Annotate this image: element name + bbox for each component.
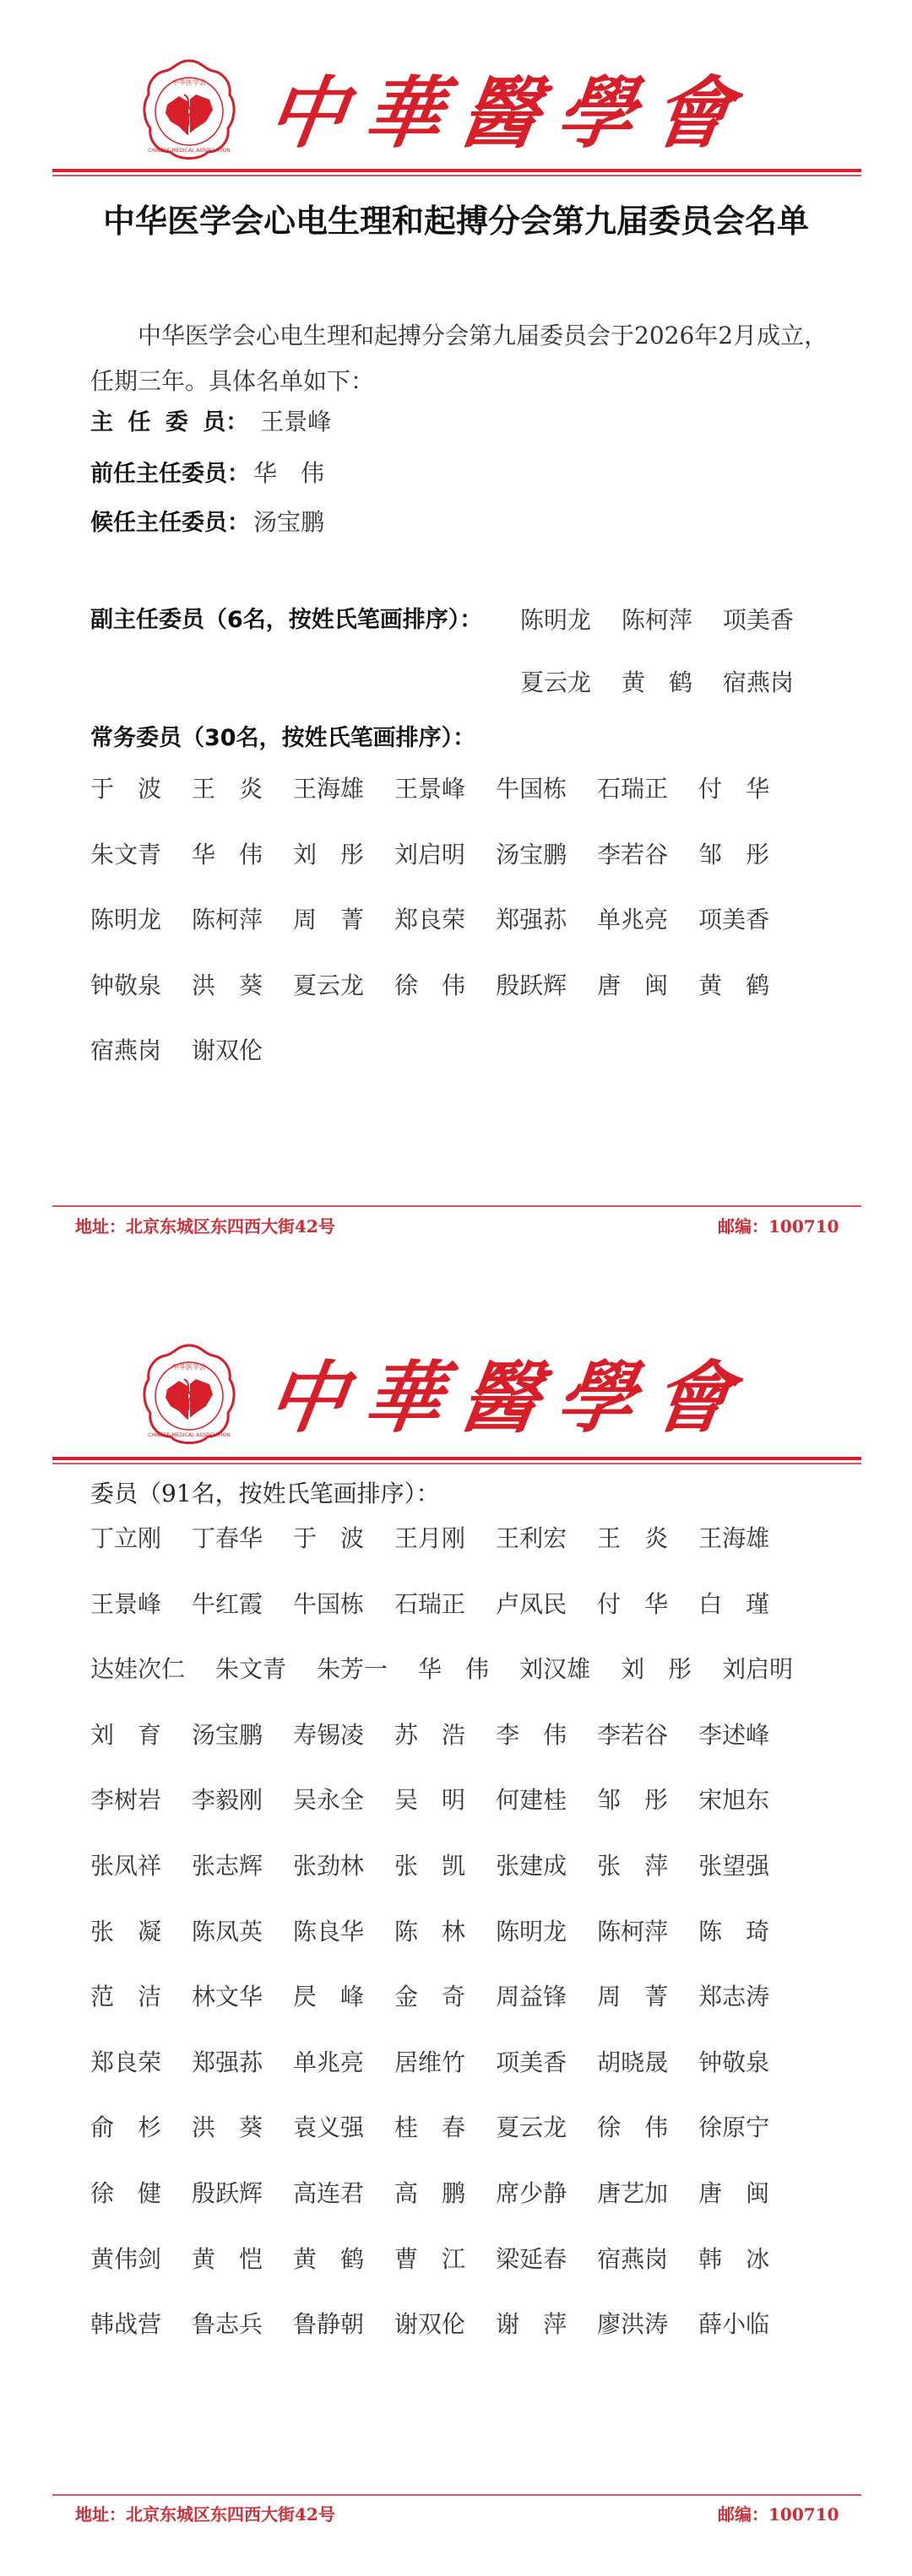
brand-calligraphy-logo: 中華醫學會 bbox=[262, 68, 757, 159]
member-name: 林文华 bbox=[192, 1983, 263, 2011]
member-name: 李述峰 bbox=[698, 1720, 770, 1749]
member-name: 胡晓晟 bbox=[597, 2048, 669, 2076]
vice-chairs-label: 副主任委员（6名，按姓氏笔画排序）： bbox=[90, 607, 483, 633]
member-name: 高 鹏 bbox=[394, 2178, 466, 2207]
member-name: 刘启明 bbox=[722, 1655, 794, 1684]
footer-divider bbox=[52, 1205, 861, 1207]
member-name: 袁义强 bbox=[293, 2113, 365, 2142]
member-name: 王景峰 bbox=[394, 775, 466, 803]
member-name: 张劲林 bbox=[293, 1851, 365, 1880]
member-name: 黄伟剑 bbox=[90, 2244, 162, 2273]
member-name: 周 菁 bbox=[293, 906, 365, 934]
member-name: 韩 冰 bbox=[698, 2244, 770, 2273]
member-name: 朱文青 bbox=[90, 840, 162, 869]
chair-elect-label: 候任主任委员： bbox=[90, 510, 250, 536]
member-name: 昃 峰 bbox=[293, 1983, 365, 2011]
member-name: 王海雄 bbox=[698, 1524, 770, 1552]
member-name: 付 华 bbox=[597, 1589, 669, 1618]
member-name: 汤宝鹏 bbox=[496, 840, 567, 869]
member-name: 朱文青 bbox=[215, 1655, 287, 1684]
vice-chairs-row-2 bbox=[520, 666, 794, 700]
member-name: 宋旭东 bbox=[698, 1786, 770, 1815]
member-name: 华 伟 bbox=[192, 840, 263, 869]
member-name: 何建桂 bbox=[496, 1786, 567, 1815]
member-name: 夏云龙 bbox=[293, 971, 365, 999]
member-name: 刘汉雄 bbox=[519, 1655, 591, 1684]
member-name: 白 瑾 bbox=[698, 1589, 770, 1618]
member-name: 唐 闽 bbox=[597, 971, 669, 999]
member-name: 吴永全 bbox=[293, 1786, 365, 1815]
member-name: 华 伟 bbox=[418, 1655, 490, 1684]
member-name: 汤宝鹏 bbox=[192, 1720, 263, 1749]
header-divider-thin bbox=[52, 175, 861, 176]
member-name: 徐 伟 bbox=[597, 2113, 669, 2142]
member-name: 邹 彤 bbox=[597, 1786, 669, 1815]
member-name: 吴 明 bbox=[394, 1786, 466, 1815]
member-name: 陈 林 bbox=[394, 1917, 466, 1946]
member-name: 宿燕岗 bbox=[597, 2244, 669, 2273]
svg-text:中华医学会: 中华医学会 bbox=[172, 1363, 206, 1371]
member-name: 陈 琦 bbox=[698, 1917, 770, 1946]
member-name: 丁春华 bbox=[192, 1524, 263, 1552]
vice-chair-name: 陈柯萍 bbox=[622, 606, 693, 634]
former-chair-label: 前任主任委员： bbox=[90, 461, 250, 487]
member-name: 徐 伟 bbox=[394, 971, 466, 999]
chair-elect-name: 汤宝鹏 bbox=[253, 508, 325, 536]
member-name: 谢 萍 bbox=[496, 2310, 567, 2339]
member-name: 钟敬泉 bbox=[698, 2048, 770, 2076]
member-name: 丁立刚 bbox=[90, 1524, 162, 1552]
member-name: 卢凤民 bbox=[496, 1589, 567, 1618]
standing-members-label: 常务委员（30名，按姓氏笔画排序）： bbox=[90, 725, 476, 751]
vice-chair-name: 宿燕岗 bbox=[723, 668, 795, 696]
member-name: 鲁静朝 bbox=[293, 2310, 365, 2339]
member-name: 韩战营 bbox=[90, 2310, 162, 2339]
member-name: 于 波 bbox=[293, 1524, 365, 1552]
member-name: 居维竹 bbox=[394, 2048, 466, 2076]
member-name: 郑志涛 bbox=[698, 1983, 770, 2011]
member-name: 李 伟 bbox=[496, 1720, 567, 1749]
chair-name: 王景峰 bbox=[260, 408, 332, 436]
footer-address: 地址：北京东城区东四西大街42号 bbox=[75, 1216, 335, 1237]
member-name: 殷跃辉 bbox=[192, 2178, 263, 2207]
vice-chair-name: 陈明龙 bbox=[520, 606, 592, 634]
member-name: 刘 彤 bbox=[293, 840, 365, 869]
member-name: 王月刚 bbox=[394, 1524, 466, 1552]
member-name: 牛红霞 bbox=[192, 1589, 263, 1618]
member-name: 王利宏 bbox=[496, 1524, 567, 1552]
member-name: 唐艺加 bbox=[597, 2178, 669, 2207]
member-name: 俞 杉 bbox=[90, 2113, 162, 2142]
cma-seal-logo-icon bbox=[142, 1342, 236, 1448]
member-name: 王海雄 bbox=[293, 775, 365, 803]
member-name: 谢双伦 bbox=[192, 1036, 263, 1065]
footer-postcode: 邮编：100710 bbox=[718, 2504, 839, 2525]
svg-text:CHINESE MEDICAL ASSOCIATION: CHINESE MEDICAL ASSOCIATION bbox=[148, 148, 231, 154]
svg-text:CHINESE MEDICAL ASSOCIATION: CHINESE MEDICAL ASSOCIATION bbox=[148, 1432, 231, 1438]
member-name: 洪 葵 bbox=[192, 2113, 263, 2142]
member-name: 廖洪涛 bbox=[597, 2310, 669, 2339]
member-name: 李树岩 bbox=[90, 1786, 162, 1815]
vice-chair-name: 黄 鹤 bbox=[622, 668, 693, 696]
footer-address: 地址：北京东城区东四西大街42号 bbox=[75, 2504, 335, 2525]
member-name: 高连君 bbox=[293, 2178, 365, 2207]
member-name: 张 萍 bbox=[597, 1851, 669, 1880]
member-name: 寿锡凌 bbox=[293, 1720, 365, 1749]
member-name: 陈凤英 bbox=[192, 1917, 263, 1946]
standing-members-list bbox=[90, 756, 817, 1084]
members-list bbox=[90, 1506, 817, 2357]
member-name: 付 华 bbox=[698, 775, 770, 803]
member-name: 鲁志兵 bbox=[192, 2310, 263, 2339]
member-name: 徐原宁 bbox=[698, 2113, 770, 2142]
member-name: 朱芳一 bbox=[317, 1655, 388, 1684]
member-name: 刘 彤 bbox=[621, 1655, 692, 1684]
svg-text:中华医学会: 中华医学会 bbox=[172, 78, 206, 86]
footer-postcode: 邮编：100710 bbox=[718, 1216, 839, 1237]
member-name: 席少静 bbox=[496, 2178, 567, 2207]
member-name: 张望强 bbox=[698, 1851, 770, 1880]
vice-chairs-row-1 bbox=[520, 603, 794, 637]
letterhead bbox=[0, 1342, 912, 1469]
member-name: 张凤祥 bbox=[90, 1851, 162, 1880]
header-divider-thin bbox=[52, 1463, 861, 1464]
member-name: 洪 葵 bbox=[192, 971, 263, 999]
member-name: 陈明龙 bbox=[90, 906, 162, 934]
member-name: 张 凯 bbox=[394, 1851, 466, 1880]
member-name: 张建成 bbox=[496, 1851, 567, 1880]
member-name: 曹 江 bbox=[394, 2244, 466, 2273]
header-divider bbox=[52, 1457, 861, 1460]
member-name: 石瑞正 bbox=[394, 1589, 466, 1618]
intro-paragraph-line2: 任期三年。具体名单如下： bbox=[90, 367, 375, 395]
member-name: 梁延春 bbox=[496, 2244, 567, 2273]
member-name: 周 菁 bbox=[597, 1983, 669, 2011]
member-name: 桂 春 bbox=[394, 2113, 466, 2142]
member-name: 牛国栋 bbox=[293, 1589, 365, 1618]
members-label: 委员（91名，按姓氏笔画排序）： bbox=[90, 1480, 440, 1507]
letterhead bbox=[0, 57, 912, 184]
member-name: 范 洁 bbox=[90, 1983, 162, 2011]
member-name: 金 奇 bbox=[394, 1983, 466, 2011]
member-name: 郑强荪 bbox=[496, 906, 567, 934]
member-name: 苏 浩 bbox=[394, 1720, 466, 1749]
member-name: 刘启明 bbox=[394, 840, 466, 869]
intro-paragraph-line1: 中华医学会心电生理和起搏分会第九届委员会于2026年2月成立， bbox=[138, 322, 828, 349]
brand-calligraphy-logo: 中華醫學會 bbox=[262, 1352, 757, 1443]
member-name: 薛小临 bbox=[698, 2310, 770, 2339]
member-name: 单兆亮 bbox=[597, 906, 669, 934]
member-name: 单兆亮 bbox=[293, 2048, 365, 2076]
member-name: 达娃次仁 bbox=[90, 1655, 186, 1684]
member-name: 项美香 bbox=[698, 906, 770, 934]
member-name: 殷跃辉 bbox=[496, 971, 567, 999]
member-name: 于 波 bbox=[90, 775, 162, 803]
member-name: 陈柯萍 bbox=[192, 906, 263, 934]
member-name: 王 炎 bbox=[597, 1524, 669, 1552]
member-name: 陈良华 bbox=[293, 1917, 365, 1946]
member-name: 谢双伦 bbox=[394, 2310, 466, 2339]
former-chair-row bbox=[90, 457, 324, 491]
member-name: 陈柯萍 bbox=[597, 1917, 669, 1946]
member-name: 牛国栋 bbox=[496, 775, 567, 803]
member-name: 郑强荪 bbox=[192, 2048, 263, 2076]
chair-elect-row bbox=[90, 506, 324, 540]
member-name: 李毅刚 bbox=[192, 1786, 263, 1815]
member-name: 张志辉 bbox=[192, 1851, 263, 1880]
member-name: 石瑞正 bbox=[597, 775, 669, 803]
member-name: 郑良荣 bbox=[90, 2048, 162, 2076]
member-name: 项美香 bbox=[496, 2048, 567, 2076]
member-name: 郑良荣 bbox=[394, 906, 466, 934]
member-name: 王 炎 bbox=[192, 775, 263, 803]
member-name: 张 凝 bbox=[90, 1917, 162, 1946]
vice-chair-name: 项美香 bbox=[723, 606, 795, 634]
chair-label: 主 任 委 员： bbox=[90, 409, 249, 436]
cma-seal-logo-icon bbox=[142, 57, 236, 164]
vice-chair-name: 夏云龙 bbox=[520, 668, 592, 696]
member-name: 王景峰 bbox=[90, 1589, 162, 1618]
member-name: 黄 鹤 bbox=[293, 2244, 365, 2273]
member-name: 周益锋 bbox=[496, 1983, 567, 2011]
former-chair-name: 华 伟 bbox=[253, 459, 325, 487]
header-divider bbox=[52, 169, 861, 172]
chair-row bbox=[90, 405, 331, 440]
member-name: 宿燕岗 bbox=[90, 1036, 162, 1065]
member-name: 黄 恺 bbox=[192, 2244, 263, 2273]
member-name: 黄 鹤 bbox=[698, 971, 770, 999]
member-name: 钟敬泉 bbox=[90, 971, 162, 999]
page-title: 中华医学会心电生理和起搏分会第九届委员会名单 bbox=[102, 203, 809, 240]
footer-divider bbox=[52, 2494, 861, 2496]
member-name: 刘 育 bbox=[90, 1720, 162, 1749]
member-name: 徐 健 bbox=[90, 2178, 162, 2207]
member-name: 夏云龙 bbox=[496, 2113, 567, 2142]
member-name: 李若谷 bbox=[597, 1720, 669, 1749]
member-name: 李若谷 bbox=[597, 840, 669, 869]
member-name: 邹 彤 bbox=[698, 840, 770, 869]
member-name: 唐 闽 bbox=[698, 2178, 770, 2207]
member-name: 陈明龙 bbox=[496, 1917, 567, 1946]
